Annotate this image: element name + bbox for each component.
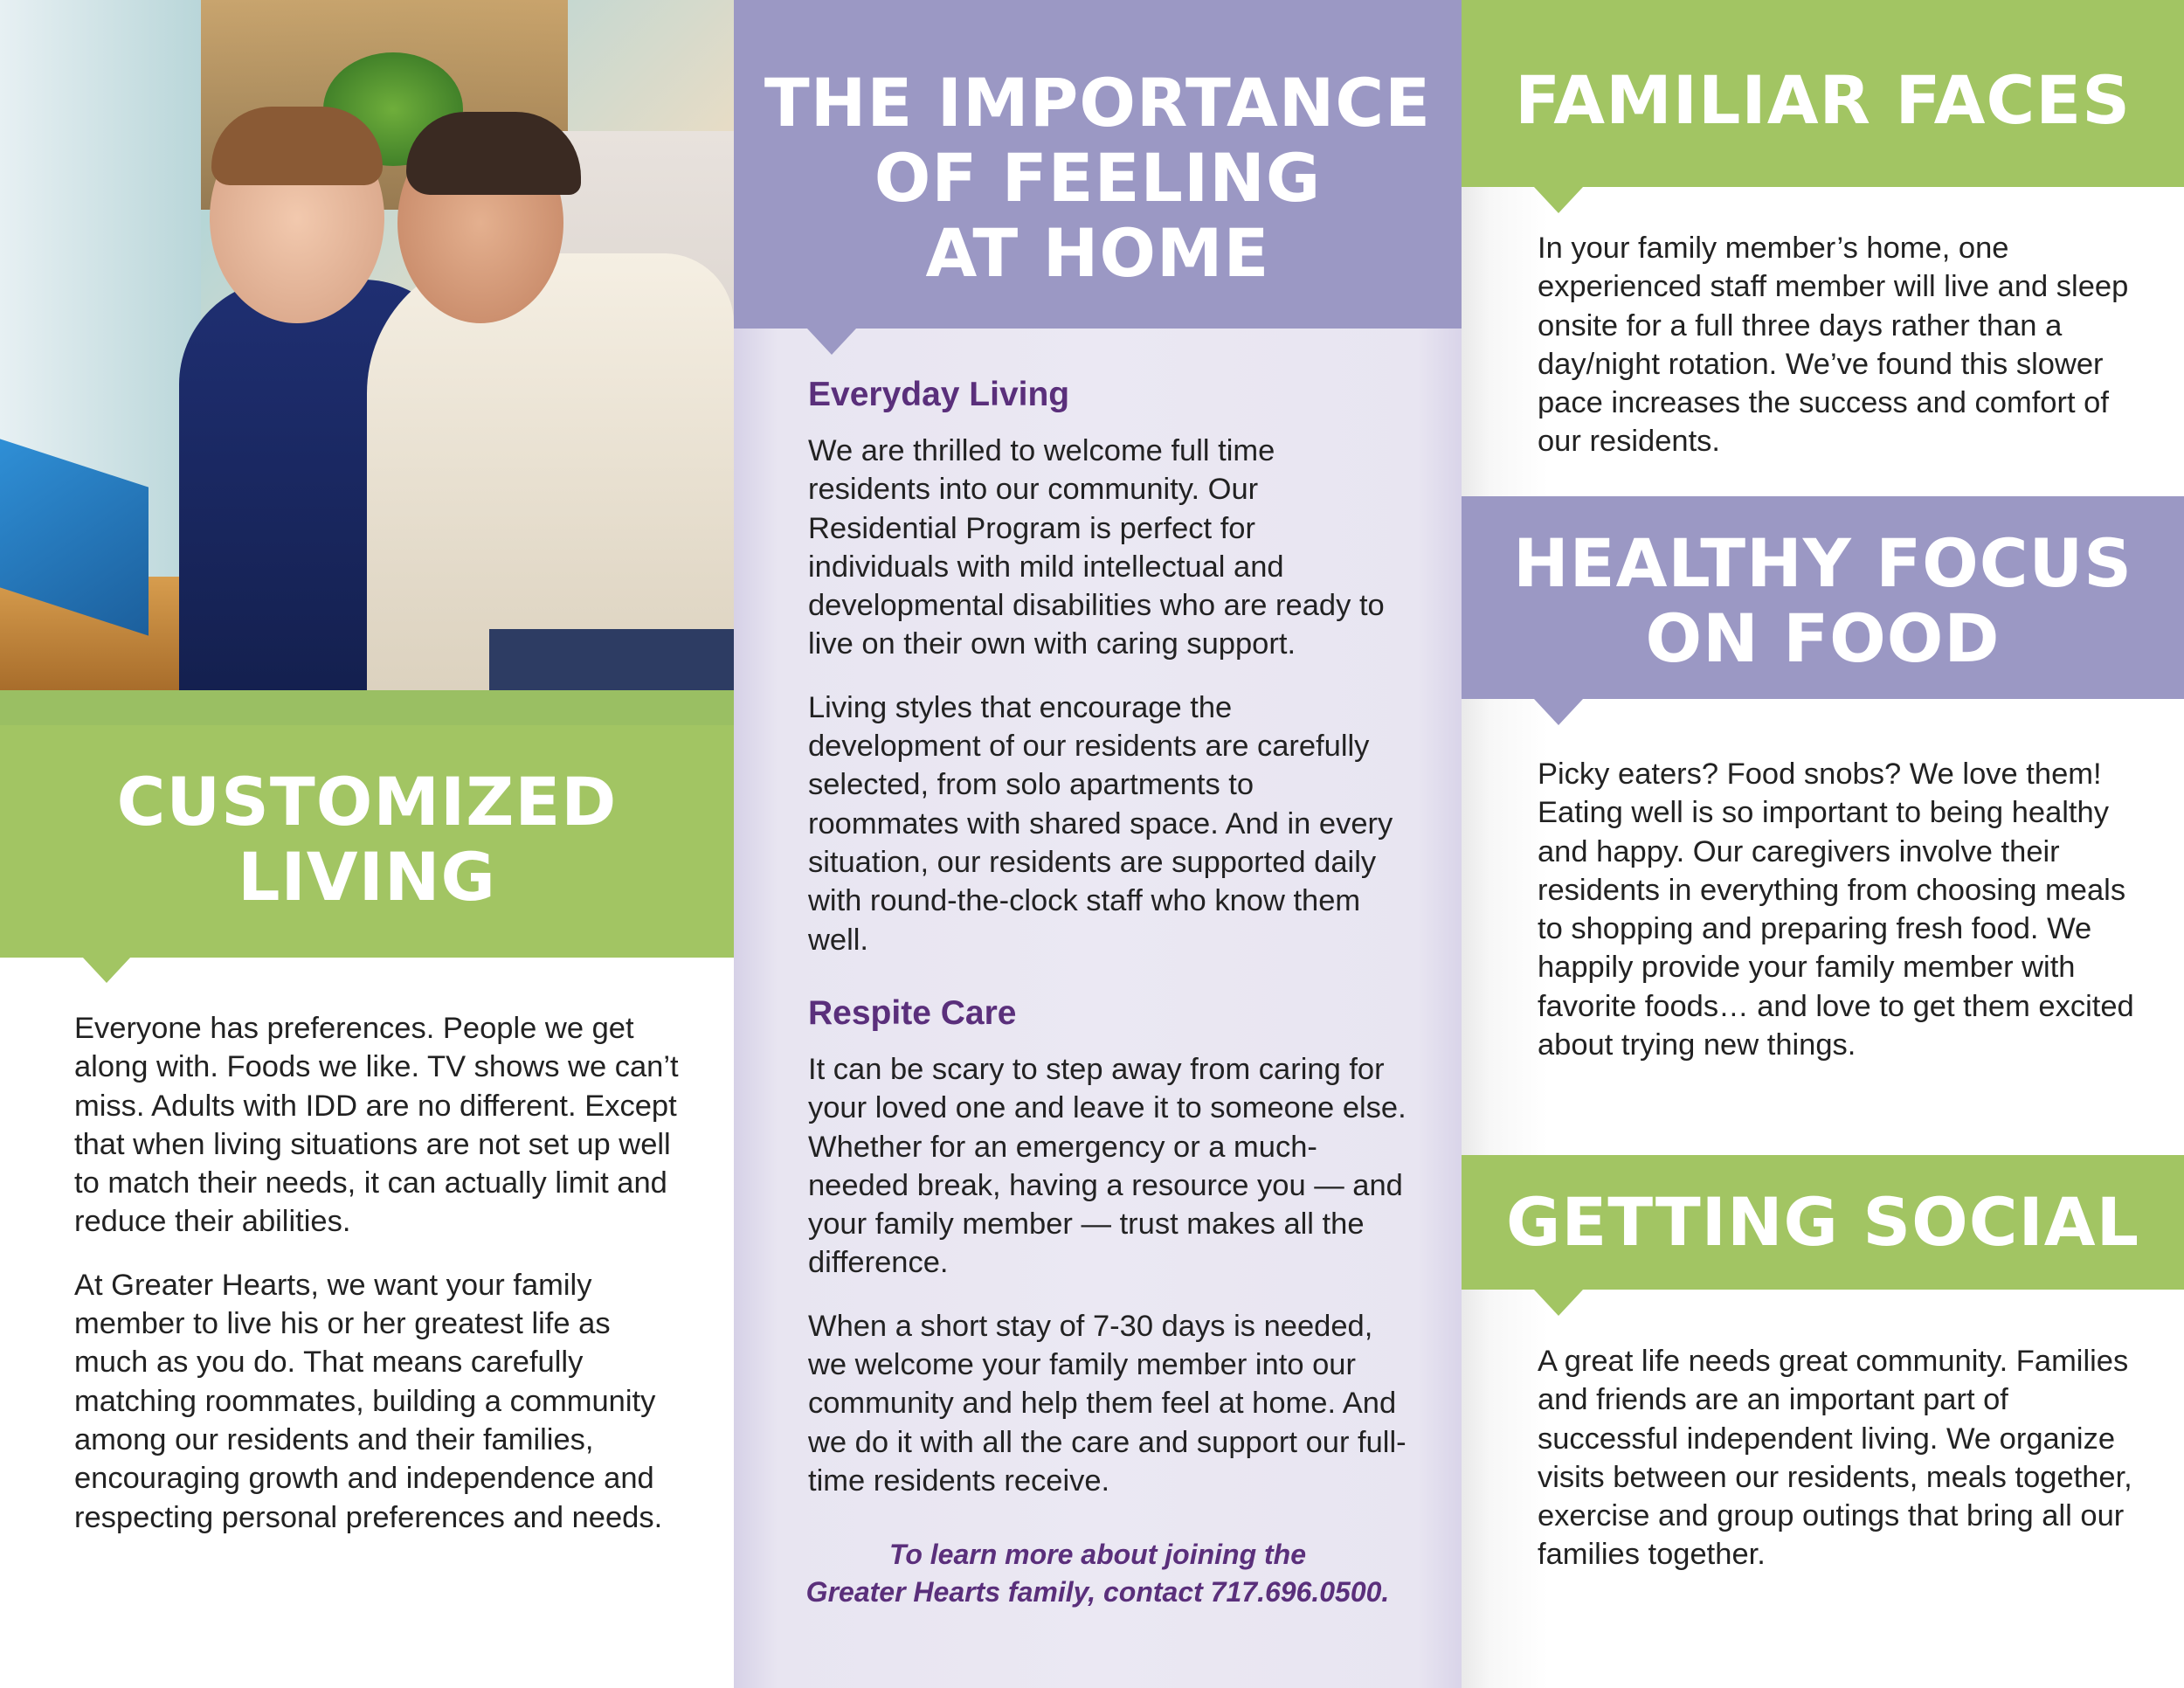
customized-living-header [0, 725, 734, 958]
right-panel [1462, 0, 2184, 1688]
customized-living-text [74, 1009, 686, 1561]
getting-social-header [1462, 1155, 2184, 1290]
header-pointer [1534, 699, 1583, 725]
importance-header [734, 0, 1462, 329]
paragraph: Picky eaters? Food snobs? We love them! Eating well is so important to being healthy and happy. Our caregivers involve their residents in everything from choosing meals to shopping and preparing fresh food. We happily provide your family member with favorite foods… and love to get them excited about trying new things. [1538, 758, 2134, 1062]
healthy-food-text [1538, 755, 2149, 1089]
respite-care-title: Respite Care [808, 994, 1017, 1032]
paragraph: We are thrilled to welcome full time residents into our community. Our Residential Program is perfect for individuals with mild intellectual and developmental disabilities who are ready to live on their own with caring support. [808, 434, 1385, 661]
paragraph: It can be scary to step away from caring for your loved one and leave it to someone else. Whether for an emergency or a much-needed break, having a resource you — and your family member — trust makes all the difference. [808, 1053, 1406, 1280]
left-panel [0, 0, 734, 1688]
contact-line: Greater Hearts family, contact 717.696.0500. [805, 1576, 1390, 1608]
header-line: CUSTOMIZED [116, 763, 618, 841]
paragraph: A great life needs great community. Families and friends are an important part of successful independent living. We organize visits between our residents, meals together, exercise and group outings that bring all our families together. [1538, 1345, 2132, 1572]
getting-social-text [1538, 1342, 2140, 1599]
middle-panel [734, 0, 1462, 1688]
header-line: HEALTHY FOCUS [1513, 524, 2132, 602]
residents-photo [0, 0, 734, 690]
respite-care-text [808, 1050, 1411, 1525]
header-line: ON FOOD [1645, 599, 2001, 677]
header-line: GETTING SOCIAL [1505, 1183, 2140, 1261]
header-line: AT HOME [925, 214, 1270, 292]
paragraph: Living styles that encourage the development of our residents are carefully selected, from solo apartments to roommates with shared space. And in every situation, our residents are supported daily with round-the-clock staff who know them well. [808, 690, 1393, 957]
contact-line: To learn more about joining the [888, 1539, 1307, 1570]
everyday-living-title: Everyday Living [808, 376, 1070, 413]
healthy-food-header [1462, 496, 2184, 699]
paragraph: Everyone has preferences. People we get along with. Foods we like. TV shows we can’t miss. Adults with IDD are no different. Except that when living situations are not set up well to match their needs, it can actually limit and reduce their abilities. [74, 1012, 679, 1239]
header-line: OF FEELING [874, 139, 1322, 217]
header-pointer [807, 329, 856, 355]
photo-strip [0, 690, 734, 725]
paragraph: In your family member’s home, one experienced staff member will live and sleep onsite for a full three days rather than a day/night rotation. We’ve found this slower pace increases the success and comfort of our residents. [1538, 232, 2129, 459]
familiar-faces-text [1538, 229, 2132, 486]
paragraph: At Greater Hearts, we want your family member to live his or her greatest life as much as you do. That means carefully matching roommates, building a community among our residents and their families, encouraging growth and independence and respecting personal preferences and needs. [74, 1268, 663, 1534]
header-line: FAMILIAR FACES [1515, 61, 2131, 139]
contact-callout [769, 1536, 1427, 1611]
header-pointer [82, 957, 131, 983]
header-line: THE IMPORTANCE [764, 64, 1432, 142]
familiar-faces-header [1462, 0, 2184, 187]
header-pointer [1534, 187, 1583, 213]
paragraph: When a short stay of 7-30 days is needed, we welcome your family member into our community and help them feel at home. And we do it with all the care and support our full-time residents receive. [808, 1309, 1406, 1498]
everyday-living-text [808, 432, 1402, 984]
header-line: LIVING [238, 838, 496, 916]
header-pointer [1534, 1290, 1583, 1316]
